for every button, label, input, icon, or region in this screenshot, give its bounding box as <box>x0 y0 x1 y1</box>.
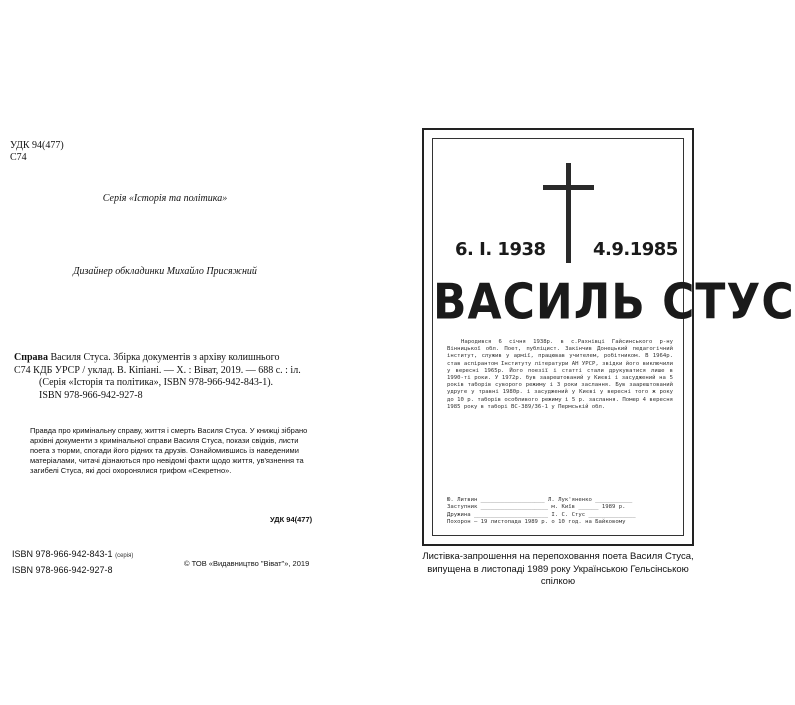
cross-icon <box>566 163 571 263</box>
udk-bottom: УДК 94(477) <box>270 515 313 524</box>
biblio-line-3: (Серія «Історія та політика», ISBN 978-966-942-843-1). <box>39 377 274 388</box>
cover-designer: Дизайнер обкладинки Михайло Присяжний <box>73 266 257 277</box>
biblio-title: Справа <box>14 352 48 363</box>
caption-line-2: випущена в листопаді 1989 року Українською Гельсінською спілкою <box>427 563 689 587</box>
isbn-book: ISBN 978-966-942-927-8 <box>12 565 113 575</box>
isbn-list <box>12 547 133 577</box>
udk-code: УДК 94(477) <box>10 140 64 151</box>
biography-text: Народився 6 січня 1938р. в с.Рахнівці Гайсинського р-ну Вінницької обл. Поет, публіцист. Закінчив Донецький педагогічний інститут, служив у армії, працював учителем, робітником. В 1964р. став аспірантом Інституту літератури АН УРСР, звідки його виключили у вересні 1965р. Його поезії і статті стали друкуватися лише в 1990-ті роки. У 1972р. був заарештований у Києві і засуджений на 5 років таборів суворого режиму і 3 роки заслання. Був заарештований удруге у травні 1980р. і засуджений у Києві у вересні того ж року до 10 р. таборів особливого режиму і 5 р. заслання. Помер 4 вересня 1985 року в таборі ВС-389/36-1 у Пермській обл. <box>447 339 673 410</box>
author-mark: С74 <box>10 152 27 163</box>
isbn-series: ISBN 978-966-942-843-1 <box>12 549 113 559</box>
bibliographic-record <box>14 352 314 402</box>
memorial-card <box>422 128 795 546</box>
signature-line: Похорон — 19 листопада 1989 р. о 10 год. на Байковому <box>447 519 626 526</box>
isbn-series-note: (серія) <box>115 553 134 559</box>
biblio-isbn: ISBN 978-966-942-927-8 <box>39 389 143 401</box>
udk-block <box>10 140 64 164</box>
memorial-card-inner-border <box>432 138 795 536</box>
series-title: Серія «Історія та політика» <box>102 193 228 204</box>
caption-line-1: Листівка-запрошення на перепоховання поета Василя Стуса, <box>422 551 694 562</box>
biblio-line-2: С74 КДБ УРСР / уклад. В. Кіпіані. — Х. : Віват, 2019. — 688 с. : іл. <box>14 364 301 376</box>
death-date: 4.9.1985 <box>593 239 678 260</box>
signature-line: Ю. Литвин ___________________ Л. Лук'яненко ___________ <box>447 497 633 503</box>
signature-line: Заступник ____________________ м. Київ ______ 1989 р. <box>447 504 626 511</box>
image-caption <box>416 551 700 589</box>
annotation-text: Правда про кримінальну справу, життя і смерть Василя Стуса. У книжці зібрано архівні документи з кримінальної справи Василя Стуса, покази свідків, листи поета з тюрми, спогади його рідних та друзів. Ознайомившись із наведеними матеріалами, читачі дізнаються про невідомі факти щодо життя, ув'язнення та загибелі Стуса, які досі охоронялися грифом «Секретно». <box>30 426 308 475</box>
signature-line: Дружина ______________________ І. С. Стус ______________ <box>447 511 636 518</box>
cross-icon-bar <box>543 185 594 190</box>
copyright: © ТОВ «Видавництво "Віват"», 2019 <box>184 559 310 568</box>
signature-lines <box>447 497 673 527</box>
poet-name: ВАСИЛЬ СТУС <box>433 273 795 332</box>
birth-date: 6. I. 1938 <box>455 239 546 260</box>
biblio-line-1: Василя Стуса. Збірка документів з архіву колишнього <box>47 352 280 363</box>
